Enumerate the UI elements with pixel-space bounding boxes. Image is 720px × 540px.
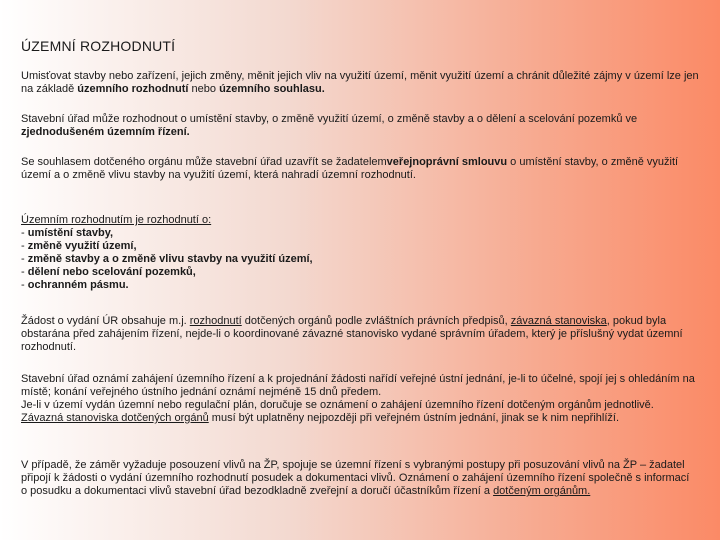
p5-underline-1: rozhodnutí <box>189 315 242 327</box>
p1-bold-1: územního rozhodnutí <box>77 83 189 95</box>
list-item: - změně stavby a o změně vlivu stavby na využití území, <box>21 253 313 265</box>
p5-text-c: , pokud byla obstarána před zahájením řízení, nejde-li o koordinované závazné stanovisko vydané správním úřadem, který je příslušný vydat územní rozhodnutí. <box>21 315 683 353</box>
p5-text-b: dotčených orgánů podle zvláštních právních předpisů, <box>241 315 511 327</box>
p6-text-b: Je-li v území vydán územní nebo regulační plán, doručuje se oznámení o zahájení územního řízení dotčeným orgánům jednotlivě. <box>21 399 654 411</box>
p3-text-c: o umístění stavby, o změně využití území a o změně vlivu stavby na využití území, která nahradí územní rozhodnutí. <box>21 156 679 181</box>
paragraph-4-list <box>21 214 701 292</box>
p5-text-a: Žádost o vydání ÚR obsahuje m.j. <box>21 315 190 327</box>
page-title: ÚZEMNÍ ROZHODNUTÍ <box>21 38 176 54</box>
list-item: - umístění stavby, <box>21 227 114 239</box>
p6-underline-1: Závazná stanoviska dotčených orgánů <box>21 412 209 424</box>
p2-bold-1: zjednodušeném územním řízení. <box>21 126 190 138</box>
p1-text-a: Umisťovat stavby nebo zařízení, jejich změny, měnit jejich vliv na využití území, měnit využití území a chránit důležité zájmy v území lze jen na základě <box>21 70 699 95</box>
list-intro: Územním rozhodnutím je rozhodnutí o: <box>21 214 212 226</box>
list-item: - změně využití území, <box>21 240 137 252</box>
list-item: - ochranném pásmu. <box>21 279 129 291</box>
paragraph-6 <box>21 373 701 425</box>
p6-text-a: Stavební úřad oznámí zahájení územního řízení a k projednání žádosti nařídí veřejné ústní jednání, je-li to účelné, spojí jej s ohledáním na místě; konání veřejného ústního jednání oznámí nejméně 15 dnů předem. <box>21 373 695 398</box>
p3-bold-1: veřejnoprávní smlouvu <box>386 156 508 168</box>
paragraph-1 <box>21 70 701 96</box>
p7-text-a: V případě, že záměr vyžaduje posouzení vlivů na ŽP, spojuje se územní řízení s vybranými postupy při posuzování vlivů na ŽP – žadatel připojí k žádosti o vydání územního rozhodnutí posudek a dokumentaci vlivů. Oznámení o zahájení územního řízení společně s informací <box>21 459 690 484</box>
p6-text-c: musí být uplatněny nejpozději při veřejném ústním jednání, jinak se k nim nepřihlíží. <box>208 412 619 424</box>
paragraph-2 <box>21 113 701 139</box>
p3-text-a: Se souhlasem dotčeného orgánu může stavební úřad uzavřít se žadatelem <box>21 156 387 168</box>
list-item: - dělení nebo scelování pozemků, <box>21 266 196 278</box>
p5-underline-2: závazná stanoviska <box>510 315 607 327</box>
p1-bold-2: územního souhlasu. <box>219 83 325 95</box>
paragraph-5 <box>21 315 701 354</box>
paragraph-7 <box>21 459 701 498</box>
p7-text-b: o posudku a dokumentaci vlivů stavební úřad bezodkladně zveřejní a doručí účastníkům řízení a <box>21 485 494 497</box>
p2-text-a: Stavební úřad může rozhodnout o umístění stavby, o změně využití území, o změně stavby a o dělení a scelování pozemků ve <box>21 113 638 125</box>
p1-text-c: nebo <box>188 83 220 95</box>
paragraph-3 <box>21 156 701 182</box>
p7-underline-1: dotčeným orgánům. <box>493 485 591 497</box>
